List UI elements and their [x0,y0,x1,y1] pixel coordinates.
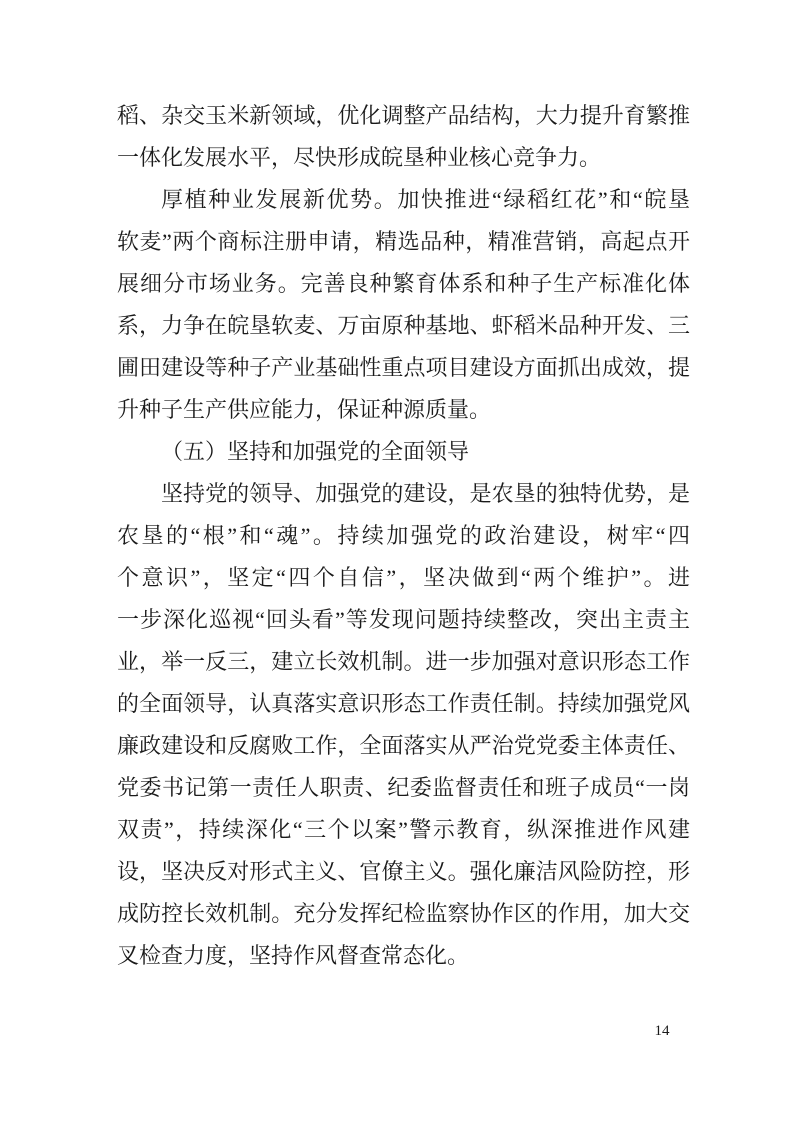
text-line: 叉检查力度，坚持作风督查常态化。 [117,943,470,968]
page-number: 14 [654,1023,670,1039]
text-line: 一步深化巡视“回头看”等发现问题持续整改，突出主责主 [117,607,690,632]
text-line: 个意识”，坚定“四个自信”，坚决做到“两个维护”。进 [117,565,690,590]
paragraph [117,473,690,977]
text-line: 展细分市场业务。完善良种繁育体系和种子生产标准化体 [117,271,690,296]
text-line: 坚持党的领导、加强党的建设，是农垦的独特优势，是 [161,481,690,506]
text-line: 软麦”两个商标注册申请，精选品种，精准营销，高起点开 [117,229,690,254]
text-line: 稻、杂交玉米新领域，优化调整产品结构，大力提升育繁推 [117,103,690,128]
text-line: 双责”，持续深化“三个以案”警示教育，纵深推进作风建 [117,817,690,842]
text-line: 圃田建设等种子产业基础性重点项目建设方面抓出成效，提 [117,355,690,380]
text-line: 党委书记第一责任人职责、纪委监督责任和班子成员“一岗 [117,775,690,800]
text-line: 的全面领导，认真落实意识形态工作责任制。持续加强党风 [117,691,690,716]
document-body [117,95,690,977]
text-line: 厚植种业发展新优势。加快推进“绿稻红花”和“皖垦 [161,187,690,212]
paragraph [117,95,690,179]
section-heading-line: （五）坚持和加强党的全面领导 [161,439,470,464]
text-line: 升种子生产供应能力，保证种源质量。 [117,397,492,422]
text-line: 系，力争在皖垦软麦、万亩原种基地、虾稻米品种开发、三 [117,313,690,338]
text-line: 成防控长效机制。充分发挥纪检监察协作区的作用，加大交 [117,901,690,926]
paragraph [117,179,690,431]
text-line: 一体化发展水平，尽快形成皖垦种业核心竞争力。 [117,145,602,170]
text-line: 业，举一反三，建立长效机制。进一步加强对意识形态工作 [117,649,690,674]
section-heading [117,431,690,473]
text-line: 农垦的“根”和“魂”。持续加强党的政治建设，树牢“四 [117,523,690,548]
text-line: 廉政建设和反腐败工作，全面落实从严治党党委主体责任、 [117,733,690,758]
text-line: 设，坚决反对形式主义、官僚主义。强化廉洁风险防控，形 [117,859,690,884]
